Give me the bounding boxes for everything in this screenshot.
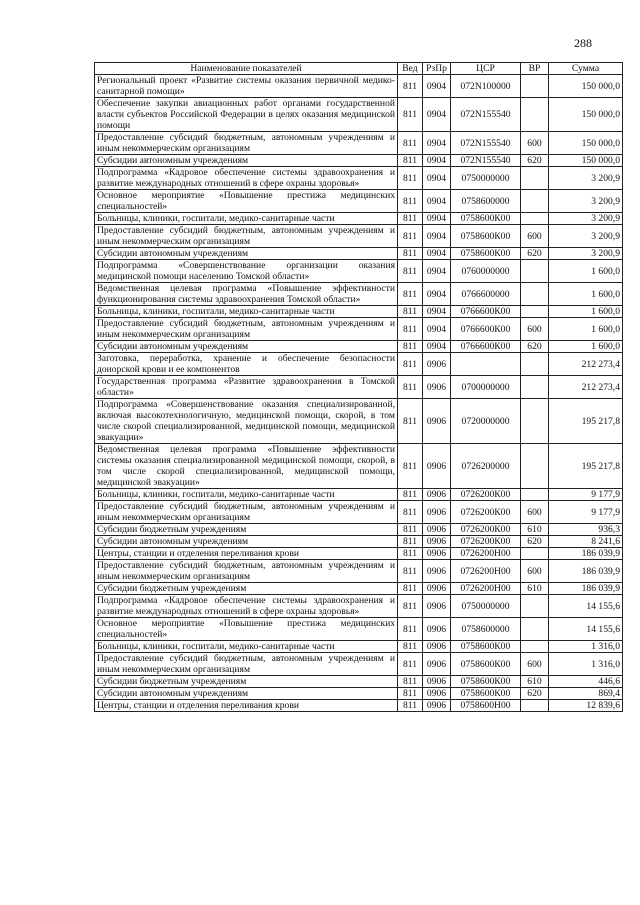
row-ved: 811 — [398, 341, 423, 353]
row-rzpr: 0906 — [423, 641, 451, 653]
row-ved: 811 — [398, 489, 423, 501]
row-sum: 1 600,0 — [549, 283, 623, 306]
row-ved: 811 — [398, 260, 423, 283]
row-rzpr: 0904 — [423, 167, 451, 190]
row-sum: 3 200,9 — [549, 213, 623, 225]
row-name: Центры, станции и отделения переливания крови — [95, 700, 398, 712]
row-sum: 3 200,9 — [549, 225, 623, 248]
table-row — [95, 248, 623, 260]
row-name: Региональный проект «Развитие системы оказания первичной медико-санитарной помощи» — [95, 75, 398, 98]
row-vr: 600 — [521, 225, 549, 248]
row-sum: 150 000,0 — [549, 98, 623, 132]
row-rzpr: 0904 — [423, 306, 451, 318]
row-vr: 620 — [521, 155, 549, 167]
row-ved: 811 — [398, 353, 423, 376]
row-sum: 8 241,6 — [549, 536, 623, 548]
row-csr: 0766600К00 — [451, 318, 521, 341]
table-row — [95, 595, 623, 618]
row-csr: 072N155540 — [451, 155, 521, 167]
row-csr: 0758600К00 — [451, 688, 521, 700]
table-row — [95, 98, 623, 132]
table-row — [95, 618, 623, 641]
row-name: Подпрограмма «Кадровое обеспечение системы здравоохранения и развитие международных отношений в сфере охраны здоровья» — [95, 595, 398, 618]
row-vr — [521, 618, 549, 641]
table-row — [95, 260, 623, 283]
row-vr — [521, 489, 549, 501]
row-ved: 811 — [398, 98, 423, 132]
row-sum: 936,3 — [549, 524, 623, 536]
table-header-row — [95, 63, 623, 75]
row-csr: 0758600К00 — [451, 653, 521, 676]
row-sum: 446,6 — [549, 676, 623, 688]
table-row — [95, 560, 623, 583]
row-csr: 0758600Н00 — [451, 700, 521, 712]
row-csr: 0726200К00 — [451, 536, 521, 548]
row-rzpr: 0906 — [423, 688, 451, 700]
table-row — [95, 190, 623, 213]
row-vr — [521, 260, 549, 283]
header-name: Наименование показателей — [95, 63, 398, 75]
table-row — [95, 167, 623, 190]
row-name: Подпрограмма «Совершенствование оказания специализированной, включая высокотехнологичную, медицинской помощи, скорой, в том числе скорой специализированной, медицинской помощи, медицинской эвакуации» — [95, 399, 398, 444]
row-csr: 0758600000 — [451, 618, 521, 641]
row-ved: 811 — [398, 318, 423, 341]
row-csr: 0758600К00 — [451, 676, 521, 688]
row-csr — [451, 353, 521, 376]
row-vr — [521, 167, 549, 190]
row-vr — [521, 213, 549, 225]
row-rzpr: 0904 — [423, 213, 451, 225]
row-rzpr: 0906 — [423, 676, 451, 688]
table-row — [95, 353, 623, 376]
row-vr: 610 — [521, 676, 549, 688]
table-row — [95, 489, 623, 501]
row-rzpr: 0906 — [423, 583, 451, 595]
row-vr: 610 — [521, 583, 549, 595]
table-row — [95, 213, 623, 225]
row-csr: 0726200К00 — [451, 524, 521, 536]
table-row — [95, 341, 623, 353]
row-ved: 811 — [398, 248, 423, 260]
row-sum: 3 200,9 — [549, 190, 623, 213]
row-csr: 0720000000 — [451, 399, 521, 444]
row-ved: 811 — [398, 688, 423, 700]
table-row — [95, 376, 623, 399]
row-csr: 0726200Н00 — [451, 548, 521, 560]
row-name: Больницы, клиники, госпитали, медико-санитарные части — [95, 489, 398, 501]
row-vr — [521, 399, 549, 444]
table-row — [95, 676, 623, 688]
row-vr — [521, 641, 549, 653]
row-name: Субсидии автономным учреждениям — [95, 341, 398, 353]
row-sum: 1 600,0 — [549, 318, 623, 341]
row-name: Обеспечение закупки авиационных работ органами государственной власти субъектов Российской Федерации в целях оказания медицинской помощи — [95, 98, 398, 132]
table-row — [95, 641, 623, 653]
row-rzpr: 0906 — [423, 595, 451, 618]
row-name: Основное мероприятие «Повышение престижа медицинских специальностей» — [95, 190, 398, 213]
table-row — [95, 132, 623, 155]
row-ved: 811 — [398, 306, 423, 318]
row-csr: 0758600К00 — [451, 248, 521, 260]
row-csr: 072N155540 — [451, 98, 521, 132]
page-number: 288 — [574, 36, 592, 50]
row-sum: 212 273,4 — [549, 353, 623, 376]
row-vr — [521, 353, 549, 376]
row-name: Субсидии бюджетным учреждениям — [95, 583, 398, 595]
row-vr: 620 — [521, 688, 549, 700]
row-ved: 811 — [398, 283, 423, 306]
row-sum: 1 316,0 — [549, 653, 623, 676]
row-vr — [521, 595, 549, 618]
table-row — [95, 501, 623, 524]
table-row — [95, 283, 623, 306]
row-ved: 811 — [398, 641, 423, 653]
row-sum: 14 155,6 — [549, 618, 623, 641]
row-vr — [521, 75, 549, 98]
header-rzpr: РзПр — [423, 63, 451, 75]
row-rzpr: 0904 — [423, 75, 451, 98]
row-name: Предоставление субсидий бюджетным, автономным учреждениям и иным некоммерческим организациям — [95, 132, 398, 155]
row-rzpr: 0906 — [423, 399, 451, 444]
row-ved: 811 — [398, 618, 423, 641]
row-vr: 600 — [521, 653, 549, 676]
row-vr — [521, 376, 549, 399]
row-rzpr: 0906 — [423, 653, 451, 676]
row-name: Ведомственная целевая программа «Повышение эффективности функционирования системы здравоохранения Томской области» — [95, 283, 398, 306]
row-sum: 1 600,0 — [549, 260, 623, 283]
row-vr: 620 — [521, 341, 549, 353]
row-name: Больницы, клиники, госпитали, медико-санитарные части — [95, 306, 398, 318]
row-sum: 9 177,9 — [549, 501, 623, 524]
row-csr: 0750000000 — [451, 595, 521, 618]
row-ved: 811 — [398, 548, 423, 560]
row-sum: 1 600,0 — [549, 306, 623, 318]
row-ved: 811 — [398, 583, 423, 595]
row-rzpr: 0904 — [423, 155, 451, 167]
row-name: Ведомственная целевая программа «Повышение эффективности системы оказания специализированной медицинской помощи, скорой, в том числе скорой специализированной, медицинской помощи, медицинской эвакуации» — [95, 444, 398, 489]
row-rzpr: 0906 — [423, 560, 451, 583]
row-csr: 0760000000 — [451, 260, 521, 283]
row-csr: 0766600К00 — [451, 306, 521, 318]
row-sum: 9 177,9 — [549, 489, 623, 501]
row-sum: 1 600,0 — [549, 341, 623, 353]
row-sum: 14 155,6 — [549, 595, 623, 618]
row-csr: 0726200Н00 — [451, 583, 521, 595]
row-ved: 811 — [398, 225, 423, 248]
row-rzpr: 0906 — [423, 376, 451, 399]
row-sum: 186 039,9 — [549, 583, 623, 595]
table-row — [95, 688, 623, 700]
row-sum: 12 839,6 — [549, 700, 623, 712]
row-rzpr: 0904 — [423, 318, 451, 341]
row-name: Предоставление субсидий бюджетным, автономным учреждениям и иным некоммерческим организациям — [95, 560, 398, 583]
row-rzpr: 0904 — [423, 260, 451, 283]
row-name: Больницы, клиники, госпитали, медико-санитарные части — [95, 641, 398, 653]
row-rzpr: 0904 — [423, 341, 451, 353]
row-vr — [521, 98, 549, 132]
row-sum: 3 200,9 — [549, 167, 623, 190]
row-sum: 195 217,8 — [549, 399, 623, 444]
row-name: Предоставление субсидий бюджетным, автономным учреждениям и иным некоммерческим организациям — [95, 653, 398, 676]
row-sum: 150 000,0 — [549, 132, 623, 155]
row-sum: 150 000,0 — [549, 155, 623, 167]
row-ved: 811 — [398, 444, 423, 489]
row-rzpr: 0904 — [423, 283, 451, 306]
row-sum: 212 273,4 — [549, 376, 623, 399]
table-row — [95, 306, 623, 318]
row-name: Больницы, клиники, госпитали, медико-санитарные части — [95, 213, 398, 225]
row-rzpr: 0906 — [423, 548, 451, 560]
row-vr — [521, 548, 549, 560]
row-ved: 811 — [398, 167, 423, 190]
row-vr — [521, 306, 549, 318]
row-csr: 0766600К00 — [451, 341, 521, 353]
table-row — [95, 653, 623, 676]
row-ved: 811 — [398, 399, 423, 444]
row-csr: 072N155540 — [451, 132, 521, 155]
row-ved: 811 — [398, 536, 423, 548]
row-name: Предоставление субсидий бюджетным, автономным учреждениям и иным некоммерческим организациям — [95, 501, 398, 524]
row-ved: 811 — [398, 155, 423, 167]
row-name: Субсидии бюджетным учреждениям — [95, 524, 398, 536]
table-row — [95, 536, 623, 548]
table-row — [95, 524, 623, 536]
row-name: Субсидии автономным учреждениям — [95, 155, 398, 167]
table-row — [95, 399, 623, 444]
row-vr — [521, 444, 549, 489]
header-sum: Сумма — [549, 63, 623, 75]
table-row — [95, 583, 623, 595]
row-ved: 811 — [398, 213, 423, 225]
row-name: Заготовка, переработка, хранение и обеспечение безопасности донорской крови и ее компонентов — [95, 353, 398, 376]
row-ved: 811 — [398, 524, 423, 536]
row-name: Предоставление субсидий бюджетным, автономным учреждениям и иным некоммерческим организациям — [95, 225, 398, 248]
row-rzpr: 0906 — [423, 536, 451, 548]
header-csr: ЦСР — [451, 63, 521, 75]
row-rzpr: 0904 — [423, 225, 451, 248]
row-vr — [521, 700, 549, 712]
row-vr: 600 — [521, 560, 549, 583]
row-rzpr: 0904 — [423, 190, 451, 213]
row-rzpr: 0906 — [423, 353, 451, 376]
row-name: Подпрограмма «Совершенствование организации оказания медицинской помощи населению Томской области» — [95, 260, 398, 283]
header-ved: Вед — [398, 63, 423, 75]
row-ved: 811 — [398, 501, 423, 524]
row-csr: 0726200К00 — [451, 489, 521, 501]
row-ved: 811 — [398, 653, 423, 676]
row-rzpr: 0904 — [423, 248, 451, 260]
row-sum: 1 316,0 — [549, 641, 623, 653]
row-csr: 0726200К00 — [451, 501, 521, 524]
row-vr: 600 — [521, 132, 549, 155]
row-csr: 072N100000 — [451, 75, 521, 98]
table-row — [95, 225, 623, 248]
row-sum: 3 200,9 — [549, 248, 623, 260]
row-vr: 600 — [521, 501, 549, 524]
row-ved: 811 — [398, 676, 423, 688]
row-vr — [521, 190, 549, 213]
row-rzpr: 0906 — [423, 489, 451, 501]
row-sum: 186 039,9 — [549, 548, 623, 560]
row-name: Основное мероприятие «Повышение престижа медицинских специальностей» — [95, 618, 398, 641]
table-row — [95, 548, 623, 560]
row-sum: 869,4 — [549, 688, 623, 700]
table-row — [95, 318, 623, 341]
row-vr: 620 — [521, 248, 549, 260]
table-row — [95, 75, 623, 98]
row-csr: 0766600000 — [451, 283, 521, 306]
row-csr: 0758600К00 — [451, 213, 521, 225]
row-rzpr: 0906 — [423, 501, 451, 524]
row-csr: 0758600К00 — [451, 641, 521, 653]
budget-table — [94, 62, 623, 712]
row-name: Государственная программа «Развитие здравоохранения в Томской области» — [95, 376, 398, 399]
row-rzpr: 0904 — [423, 98, 451, 132]
row-name: Подпрограмма «Кадровое обеспечение системы здравоохранения и развитие международных отношений в сфере охраны здоровья» — [95, 167, 398, 190]
row-csr: 0758600К00 — [451, 225, 521, 248]
row-ved: 811 — [398, 75, 423, 98]
row-csr: 0726200Н00 — [451, 560, 521, 583]
row-name: Предоставление субсидий бюджетным, автономным учреждениям и иным некоммерческим организациям — [95, 318, 398, 341]
row-ved: 811 — [398, 560, 423, 583]
row-csr: 0758600000 — [451, 190, 521, 213]
row-rzpr: 0906 — [423, 524, 451, 536]
table-row — [95, 155, 623, 167]
row-ved: 811 — [398, 595, 423, 618]
row-name: Субсидии автономным учреждениям — [95, 248, 398, 260]
row-rzpr: 0906 — [423, 700, 451, 712]
row-vr — [521, 283, 549, 306]
table-row — [95, 700, 623, 712]
row-ved: 811 — [398, 190, 423, 213]
table-row — [95, 444, 623, 489]
row-name: Субсидии автономным учреждениям — [95, 688, 398, 700]
row-csr: 0700000000 — [451, 376, 521, 399]
row-sum: 186 039,9 — [549, 560, 623, 583]
row-sum: 195 217,8 — [549, 444, 623, 489]
row-name: Субсидии автономным учреждениям — [95, 536, 398, 548]
row-name: Субсидии бюджетным учреждениям — [95, 676, 398, 688]
row-ved: 811 — [398, 132, 423, 155]
row-name: Центры, станции и отделения переливания крови — [95, 548, 398, 560]
row-ved: 811 — [398, 376, 423, 399]
row-rzpr: 0904 — [423, 132, 451, 155]
header-vr: ВР — [521, 63, 549, 75]
row-ved: 811 — [398, 700, 423, 712]
row-vr: 620 — [521, 536, 549, 548]
row-vr: 600 — [521, 318, 549, 341]
row-vr: 610 — [521, 524, 549, 536]
row-sum: 150 000,0 — [549, 75, 623, 98]
row-csr: 0726200000 — [451, 444, 521, 489]
row-csr: 0750000000 — [451, 167, 521, 190]
row-rzpr: 0906 — [423, 444, 451, 489]
row-rzpr: 0906 — [423, 618, 451, 641]
